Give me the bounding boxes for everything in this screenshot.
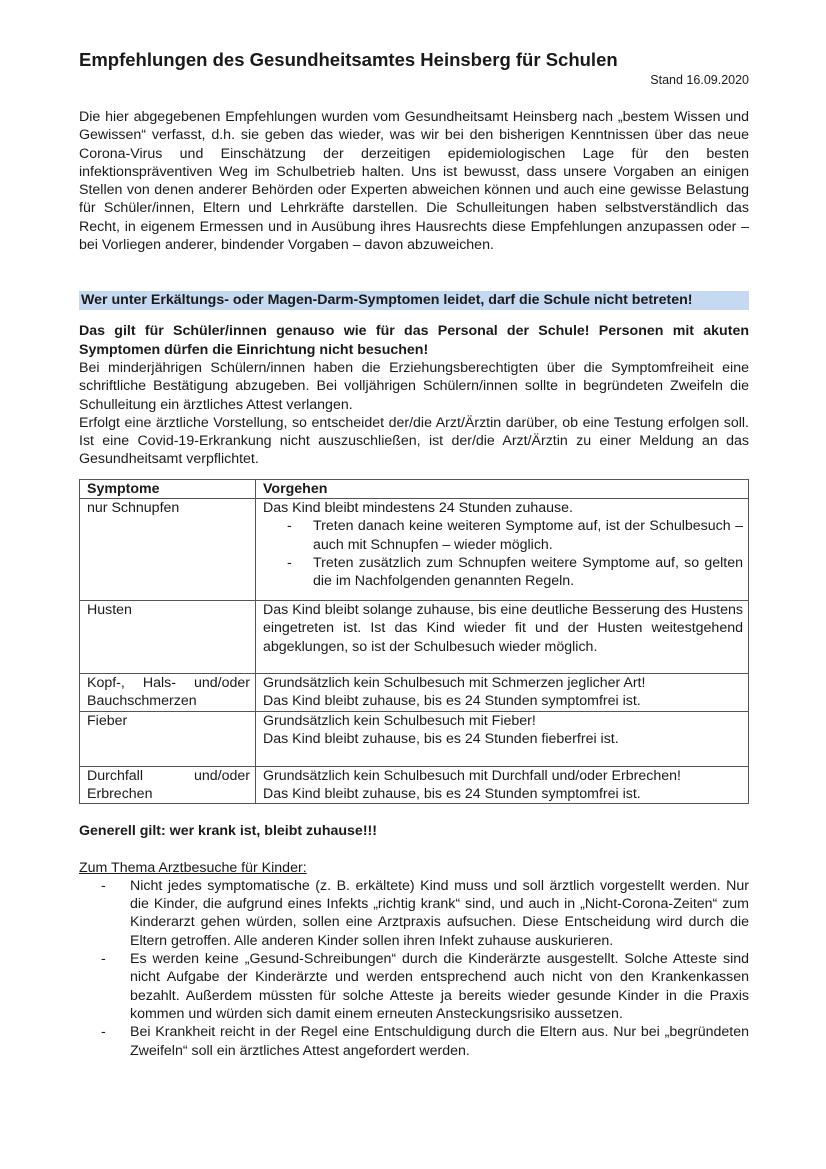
intro-paragraph: Die hier abgegebenen Empfehlungen wurden vom Gesundheitsamt Heinsberg nach „bestem Wissen und Gewissen“ verfasst, d.h. sie geben das wieder, was wir bei den bisherigen Kenntnissen über das neue Corona-Virus und Einschätzung der derzeitigen epidemiologischen Lage für den besten infektionspräventiven Weg im Schulbetrieb halten. Uns ist bewusst, dass unsere Vorgaben an einigen Stellen von denen anderer Behörden oder Experten abweichen können und auch eine gewisse Belastung für Schüler/innen, Eltern und Lehrkräfte darstellen. Die Schulleitungen haben selbstverständlich das Recht, in eigenem Ermessen und in Ausübung ihres Hausrechts diese Empfehlungen anzupassen oder – bei Vorliegen anderer, bindender Vorgaben – davon abzuweichen. bbox=[79, 109, 749, 254]
dash-bullet: - bbox=[287, 554, 292, 571]
topic-list bbox=[79, 877, 749, 1060]
list-item-text: Bei Krankheit reicht in der Regel eine Entschuldigung durch die Eltern aus. Nur bei „begründeten Zweifeln“ soll ein ärztliches Attest angefordert werden. bbox=[130, 1024, 749, 1059]
dash-bullet: - bbox=[101, 1024, 106, 1041]
document-page bbox=[79, 48, 749, 1060]
symptom-cell: nur Schnupfen bbox=[80, 499, 256, 601]
bold-note: Das gilt für Schüler/innen genauso wie für das Personal der Schule! Personen mit akuten Symptomen dürfen die Einrichtung nicht besuchen! bbox=[79, 323, 749, 358]
symptom-cell: Fieber bbox=[80, 711, 256, 766]
highlight-banner: Wer unter Erkältungs- oder Magen-Darm-Symptomen leidet, darf die Schule nicht betreten! bbox=[79, 291, 749, 310]
table-row bbox=[80, 711, 749, 766]
list-item bbox=[79, 950, 749, 1023]
topic-heading: Zum Thema Arztbesuche für Kinder: bbox=[79, 859, 307, 876]
action-line: Grundsätzlich kein Schulbesuch mit Schmerzen jeglicher Art! bbox=[263, 675, 646, 692]
action-line: Das Kind bleibt mindestens 24 Stunden zuhause. bbox=[263, 500, 573, 517]
symptom-cell: Husten bbox=[80, 601, 256, 674]
page-title: Empfehlungen des Gesundheitsamtes Heinsberg für Schulen bbox=[79, 49, 618, 70]
date-stamp: Stand 16.09.2020 bbox=[650, 73, 749, 87]
table-header-action: Vorgehen bbox=[256, 479, 749, 498]
dash-bullet: - bbox=[101, 951, 106, 968]
dash-bullet: - bbox=[287, 518, 292, 535]
list-item-text: Es werden keine „Gesund-Schreibungen“ durch die Kinderärzte ausgestellt. Solche Atteste sind nicht Aufgabe der Kinderärzte und werden entsprechend auch nicht von den Krankenkassen bezahlt. Außerdem müssten für solche Atteste ja bereits wieder gesunde Kinder in die Praxis kommen und würden sich damit einem erneuten Ansteckungsrisiko aussetzen. bbox=[130, 951, 749, 1022]
symptom-cell: Kopf-, Hals- und/oder Bauchschmerzen bbox=[80, 674, 256, 712]
table-row bbox=[80, 674, 749, 712]
action-line: Grundsätzlich kein Schulbesuch mit Fieber! bbox=[263, 712, 536, 729]
symptom-cell: Durchfall und/oder Erbrechen bbox=[80, 766, 256, 804]
action-cell bbox=[256, 674, 749, 712]
table-row bbox=[80, 766, 749, 804]
paragraph-parents: Bei minderjährigen Schülern/innen haben die Erziehungsberechtigten über die Symptomfreiheit eine schriftliche Bestätigung abzugeben. Bei volljährigen Schülern/innen sollte in begründeten Zweifeln die Schulleitung ein ärztliches Attest verlangen. bbox=[79, 359, 749, 413]
dash-text: Treten zusätzlich zum Schnupfen weitere Symptome auf, so gelten die im Nachfolgenden genannten Regeln. bbox=[313, 554, 743, 590]
table-row bbox=[80, 601, 749, 674]
table-header-row bbox=[80, 479, 749, 498]
list-item-text: Nicht jedes symptomatische (z. B. erkältete) Kind muss und soll ärztlich vorgestellt werden. Nur die Kinder, die aufgrund eines Infekts „richtig krank“ sind, und auch in „Nicht-Corona-Zeiten“ zum Kinderarzt gehen würden, sollen eine Arztpraxis aufsuchen. Diese Entscheidung wird durch die Eltern getroffen. Alle anderen Kinder sollen ihren Infekt zuhause auskurieren. bbox=[130, 877, 749, 949]
action-cell bbox=[256, 711, 749, 766]
action-cell bbox=[256, 499, 749, 601]
list-item bbox=[79, 1023, 749, 1060]
action-line: Das Kind bleibt zuhause, bis es 24 Stunden symptomfrei ist. bbox=[263, 785, 641, 802]
action-line: Das Kind bleibt zuhause, bis es 24 Stunden fieberfrei ist. bbox=[263, 730, 619, 747]
dash-text: Treten danach keine weiteren Symptome auf, ist der Schulbesuch – auch mit Schnupfen – wieder möglich. bbox=[313, 518, 743, 553]
action-line: Das Kind bleibt solange zuhause, bis eine deutliche Besserung des Hustens eingetreten ist. Ist das Kind wieder fit und der Husten weitestgehend abgeklungen, so ist der Schulbesuch wieder möglich. bbox=[263, 602, 743, 655]
dash-item bbox=[263, 554, 743, 591]
action-line: Das Kind bleibt zuhause, bis es 24 Stunden symptomfrei ist. bbox=[263, 693, 641, 710]
general-rule: Generell gilt: wer krank ist, bleibt zuhause!!! bbox=[79, 823, 377, 840]
dash-bullet: - bbox=[101, 877, 106, 894]
action-cell bbox=[256, 766, 749, 804]
paragraph-doctor: Erfolgt eine ärztliche Vorstellung, so entscheidet der/die Arzt/Ärztin darüber, ob eine Testung erfolgen soll. Ist eine Covid-19-Erkrankung nicht auszuschließen, ist der/die Arzt/Ärztin zu einer Meldung an das Gesundheitsamt verpflichtet. bbox=[79, 414, 749, 468]
list-item bbox=[79, 877, 749, 950]
dash-item bbox=[263, 517, 743, 554]
action-line: Grundsätzlich kein Schulbesuch mit Durchfall und/oder Erbrechen! bbox=[263, 767, 681, 784]
action-cell bbox=[256, 601, 749, 674]
table-row bbox=[80, 499, 749, 601]
symptom-table bbox=[79, 479, 749, 804]
table-header-symptom: Symptome bbox=[80, 479, 256, 498]
